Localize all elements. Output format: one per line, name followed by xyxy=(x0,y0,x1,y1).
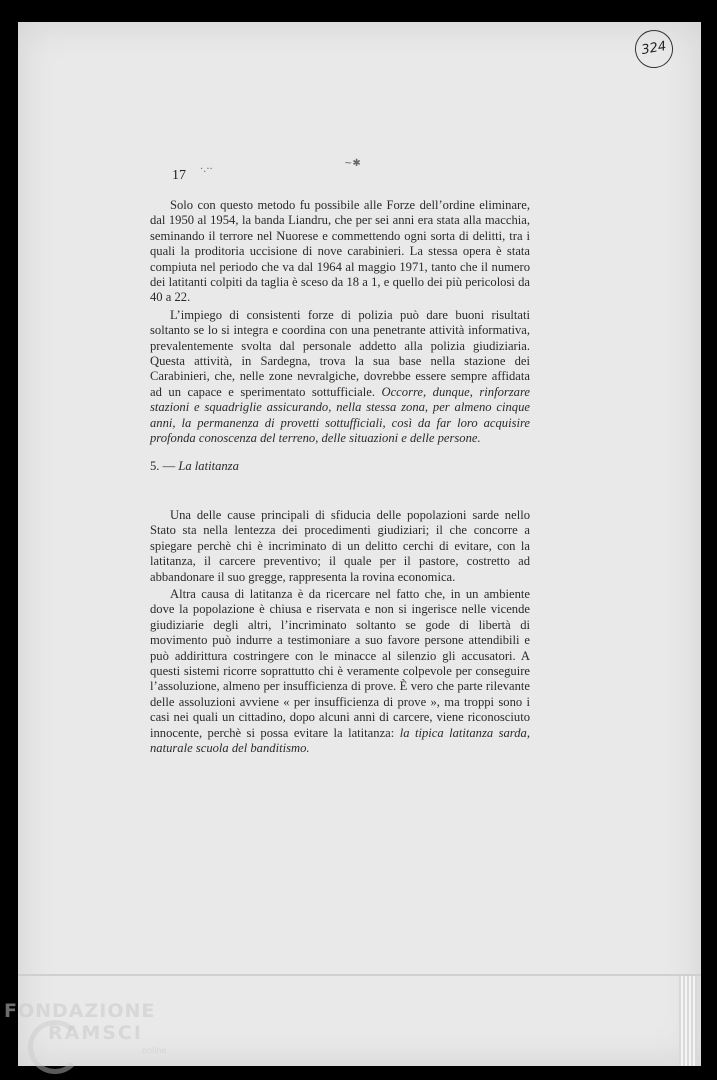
paragraph: Altra causa di latitanza è da ricercare nel fatto che, in un ambiente dove la popolazione è chiusa e riservata e non si ingerisce nelle vicende giudiziarie degli altri, l’incriminato soltanto se gode di libertà di movimento può indurre a testimoniare a suo favore persone attendibili e può addirittura costringere con le minacce al silenzio gli accusatori. A questi sistemi ricorre soprattutto chi è veramente colpevole per conseguire l’assoluzione, almeno per insufficienza di prove. È vero che parte rilevante delle assoluzioni avviene « per insufficienza di prove », ma troppi sono i casi nei quali un cittadino, dopo alcuni anni di carcere, viene riconosciuto innocente, perchè si possa evitare la latitanza: la tipica latitanza sarda, naturale scuola del banditismo. xyxy=(150,587,530,756)
ink-smudge: ·.·· xyxy=(200,164,213,175)
watermark xyxy=(4,1000,166,1062)
paragraph: Solo con questo metodo fu possibile alle Forze dell’ordine eliminare, dal 1950 al 1954, la banda Liandru, che per sei anni era stata alla macchia, seminando il terrore nel Nuorese e commettendo ogni sorta di delitti, tra i quali la proditoria uccisione di nove carabinieri. La stessa opera è stata compiuta nel periodo che va dal 1964 al maggio 1971, tanto che il numero dei latitanti colpiti da taglia è sceso da 18 a 1, e quello dei più pericolosi da 40 a 22. xyxy=(150,198,530,305)
section-heading xyxy=(150,459,239,474)
page-number: 17 xyxy=(172,168,186,183)
text-block-bottom xyxy=(150,508,530,757)
watermark-line3: online xyxy=(142,1046,167,1055)
archive-stamp: 324 xyxy=(632,27,676,71)
watermark-line1: FONDAZIONE xyxy=(4,1000,156,1022)
paragraph: Una delle cause principali di sfiducia delle popolazioni sarde nello Stato sta nella lentezza dei procedimenti giudiziari; il che concorre a spiegare perchè chi è incriminato di un delitto cerchi di evitare, con la latitanza, il carcere preventivo; il quale per il pastore, costretto ad abbandonare il suo gregge, rappresenta la rovina economica. xyxy=(150,508,530,584)
section-title: La latitanza xyxy=(178,459,239,473)
text-block-top xyxy=(150,198,530,447)
paragraph: L’impiego di consistenti forze di polizia può dare buoni risultati soltanto se lo si integra e coordina con una penetrante attività informativa, prevalentemente svolta dal personale addetto alla polizia giudiziaria. Questa attività, in Sardegna, trova la sua base nella stazione dei Carabinieri, che, nelle zone nevralgiche, dovrebbe essere sempre affidata ad un capace e sperimentato sottufficiale. Occorre, dunque, rinforzare stazioni e squadriglie assicurando, nella stessa zona, per almeno cinque anni, la permanenza di provetti sottufficiali, così da far loro acquisire profonda conoscenza del terreno, delle situazioni e delle persone. xyxy=(150,307,531,446)
italic-text: Occorre, dunque, rinforzare stazioni e squadriglie assicurando, nella stessa zona, per almeno cinque anni, la permanenza di provetti sottufficiali, così da far loro acquisire profonda conoscenza del terreno, delle situazioni e delle persone. xyxy=(150,384,531,446)
section-number: 5. — xyxy=(150,459,176,473)
italic-text: la tipica latitanza sarda, naturale scuola del banditismo. xyxy=(150,725,530,756)
watermark-line2: RAMSCI xyxy=(48,1022,143,1044)
paper-edge xyxy=(679,974,697,1066)
ink-smudge: ~✱ xyxy=(344,158,361,169)
